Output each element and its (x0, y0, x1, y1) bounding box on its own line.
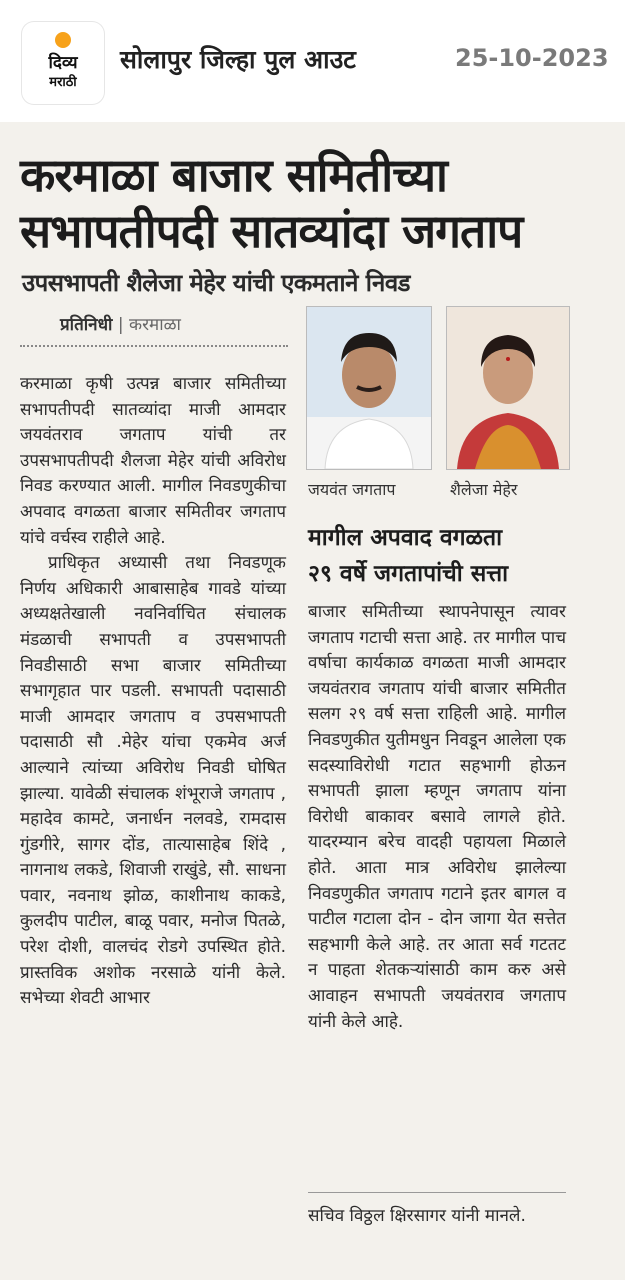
headline-line1: करमाळा बाजार समितीच्या (20, 148, 447, 202)
logo-text-line1: दिव्य (48, 53, 78, 73)
sidebar-divider (308, 1192, 566, 1193)
sidebar-heading-line1: मागील अपवाद वगळता (308, 525, 503, 551)
app-header (0, 0, 625, 122)
article-paragraph-1: करमाळा कृषी उत्पन्न बाजार समितीच्या सभापतीपदी सातव्यांदा माजी आमदार जयवंतराव जगताप यांची तर उपसभापतीपदी शैलजा मेहेर यांची अविरोध निवड करण्यात आली. मागील निवडणुकीचा अपवाद वगळता बाजार समितीवर जगताप यांचे वर्चस्व राहीले आहे. (20, 374, 286, 548)
edition-date: 25-10-2023 (455, 44, 609, 72)
headline-line2: सभापतीपदी सातव्यांदा जगताप (20, 204, 523, 258)
divya-marathi-logo[interactable] (22, 22, 104, 104)
photo-shaileja-meher (446, 306, 570, 470)
photo1-caption: जयवंत जगताप (308, 480, 396, 499)
byline-separator: | (112, 315, 130, 335)
byline-divider (20, 345, 288, 347)
logo-text-line2: मराठी (49, 75, 77, 90)
photo-jayvant-jagtap (306, 306, 432, 470)
byline (60, 312, 181, 335)
article-left-column (20, 372, 286, 1012)
byline-author: प्रतिनिधी (60, 315, 113, 335)
sun-icon (55, 32, 71, 48)
article-paragraph-2: प्राधिकृत अध्यासी तथा निवडणूक निर्णय अधिकारी आबासाहेब गावडे यांच्या अध्यक्षतेखाली नवनिर्वाचित संचालक मंडळाची सभापती व उपसभापती निवडीसाठी सभा बाजार समितीच्या सभागृहात पार पडली. सभापती पदासाठी माजी आमदार जगताप व उपसभापती पदासाठी सौ .मेहेर यांचा एकमेव अर्ज आल्याने त्यांच्या अविरोध निवडी घोषित झाल्या. यावेळी संचालक शंभूराजे जगताप , महादेव कामटे, जनार्धन नलवडे, रामदास गुंडगीरे, सागर दोंड, तात्यासाहेब शिंदे , नागनाथ लकडे, शिवाजी राखुंडे, सौ. साधना पवार, नवनाथ झोळ, काशीनाथ काकडे, कुलदीप पाटील, बाळू पवार, मनोज पितळे, परेश दोशी, वालचंद रोडगे उपस्थित होते. प्रास्तविक अशोक नरसाळे यांनी केले. सभेच्या शेवटी आभार (20, 553, 286, 1009)
sidebar-heading-line2: २९ वर्षे जगतापांची सत्ता (308, 561, 509, 587)
sidebar-text: बाजार समितीच्या स्थापनेपासून त्यावर जगताप गटाची सत्ता आहे. तर मागील पाच वर्षाचा कार्यकाळ वगळता माजी आमदार जयवंतराव जगताप यांची बाजार समितीत सलग २९ वर्ष सत्ता राहिली आहे. मागील निवडणुकीत युतीमधुन निवडून आलेला एक सदस्याविरोधी गटात सहभागी होऊन सभापती झाला म्हणून जगताप यांना विरोधी बाकावर बसावे लागले होते. यादरम्यान बरेच वादही पहायला मिळाले होते. आता मात्र अविरोध झालेल्या निवडणुकीत जगताप गटाने इतर बागल व पाटील गटाला दोन - दोन जागा येत सत्तेत सहभागी केले आहे. तर आता सर्व गटतट न पाहता शेतकऱ्यांसाठी काम करु असे आवाहन सभापती जयवंतराव जगताप यांनी केले आहे. (308, 602, 566, 1032)
article-continuation: सचिव विठ्ठल क्षिरसागर यांनी मानले. (308, 1206, 526, 1226)
edition-title: सोलापुर जिल्हा पुल आउट (120, 45, 356, 74)
photo2-caption: शैलेजा मेहेर (450, 480, 518, 499)
subheadline: उपसभापती शैलेजा मेहेर यांची एकमताने निवड (22, 269, 411, 297)
byline-place: करमाळा (129, 315, 181, 335)
